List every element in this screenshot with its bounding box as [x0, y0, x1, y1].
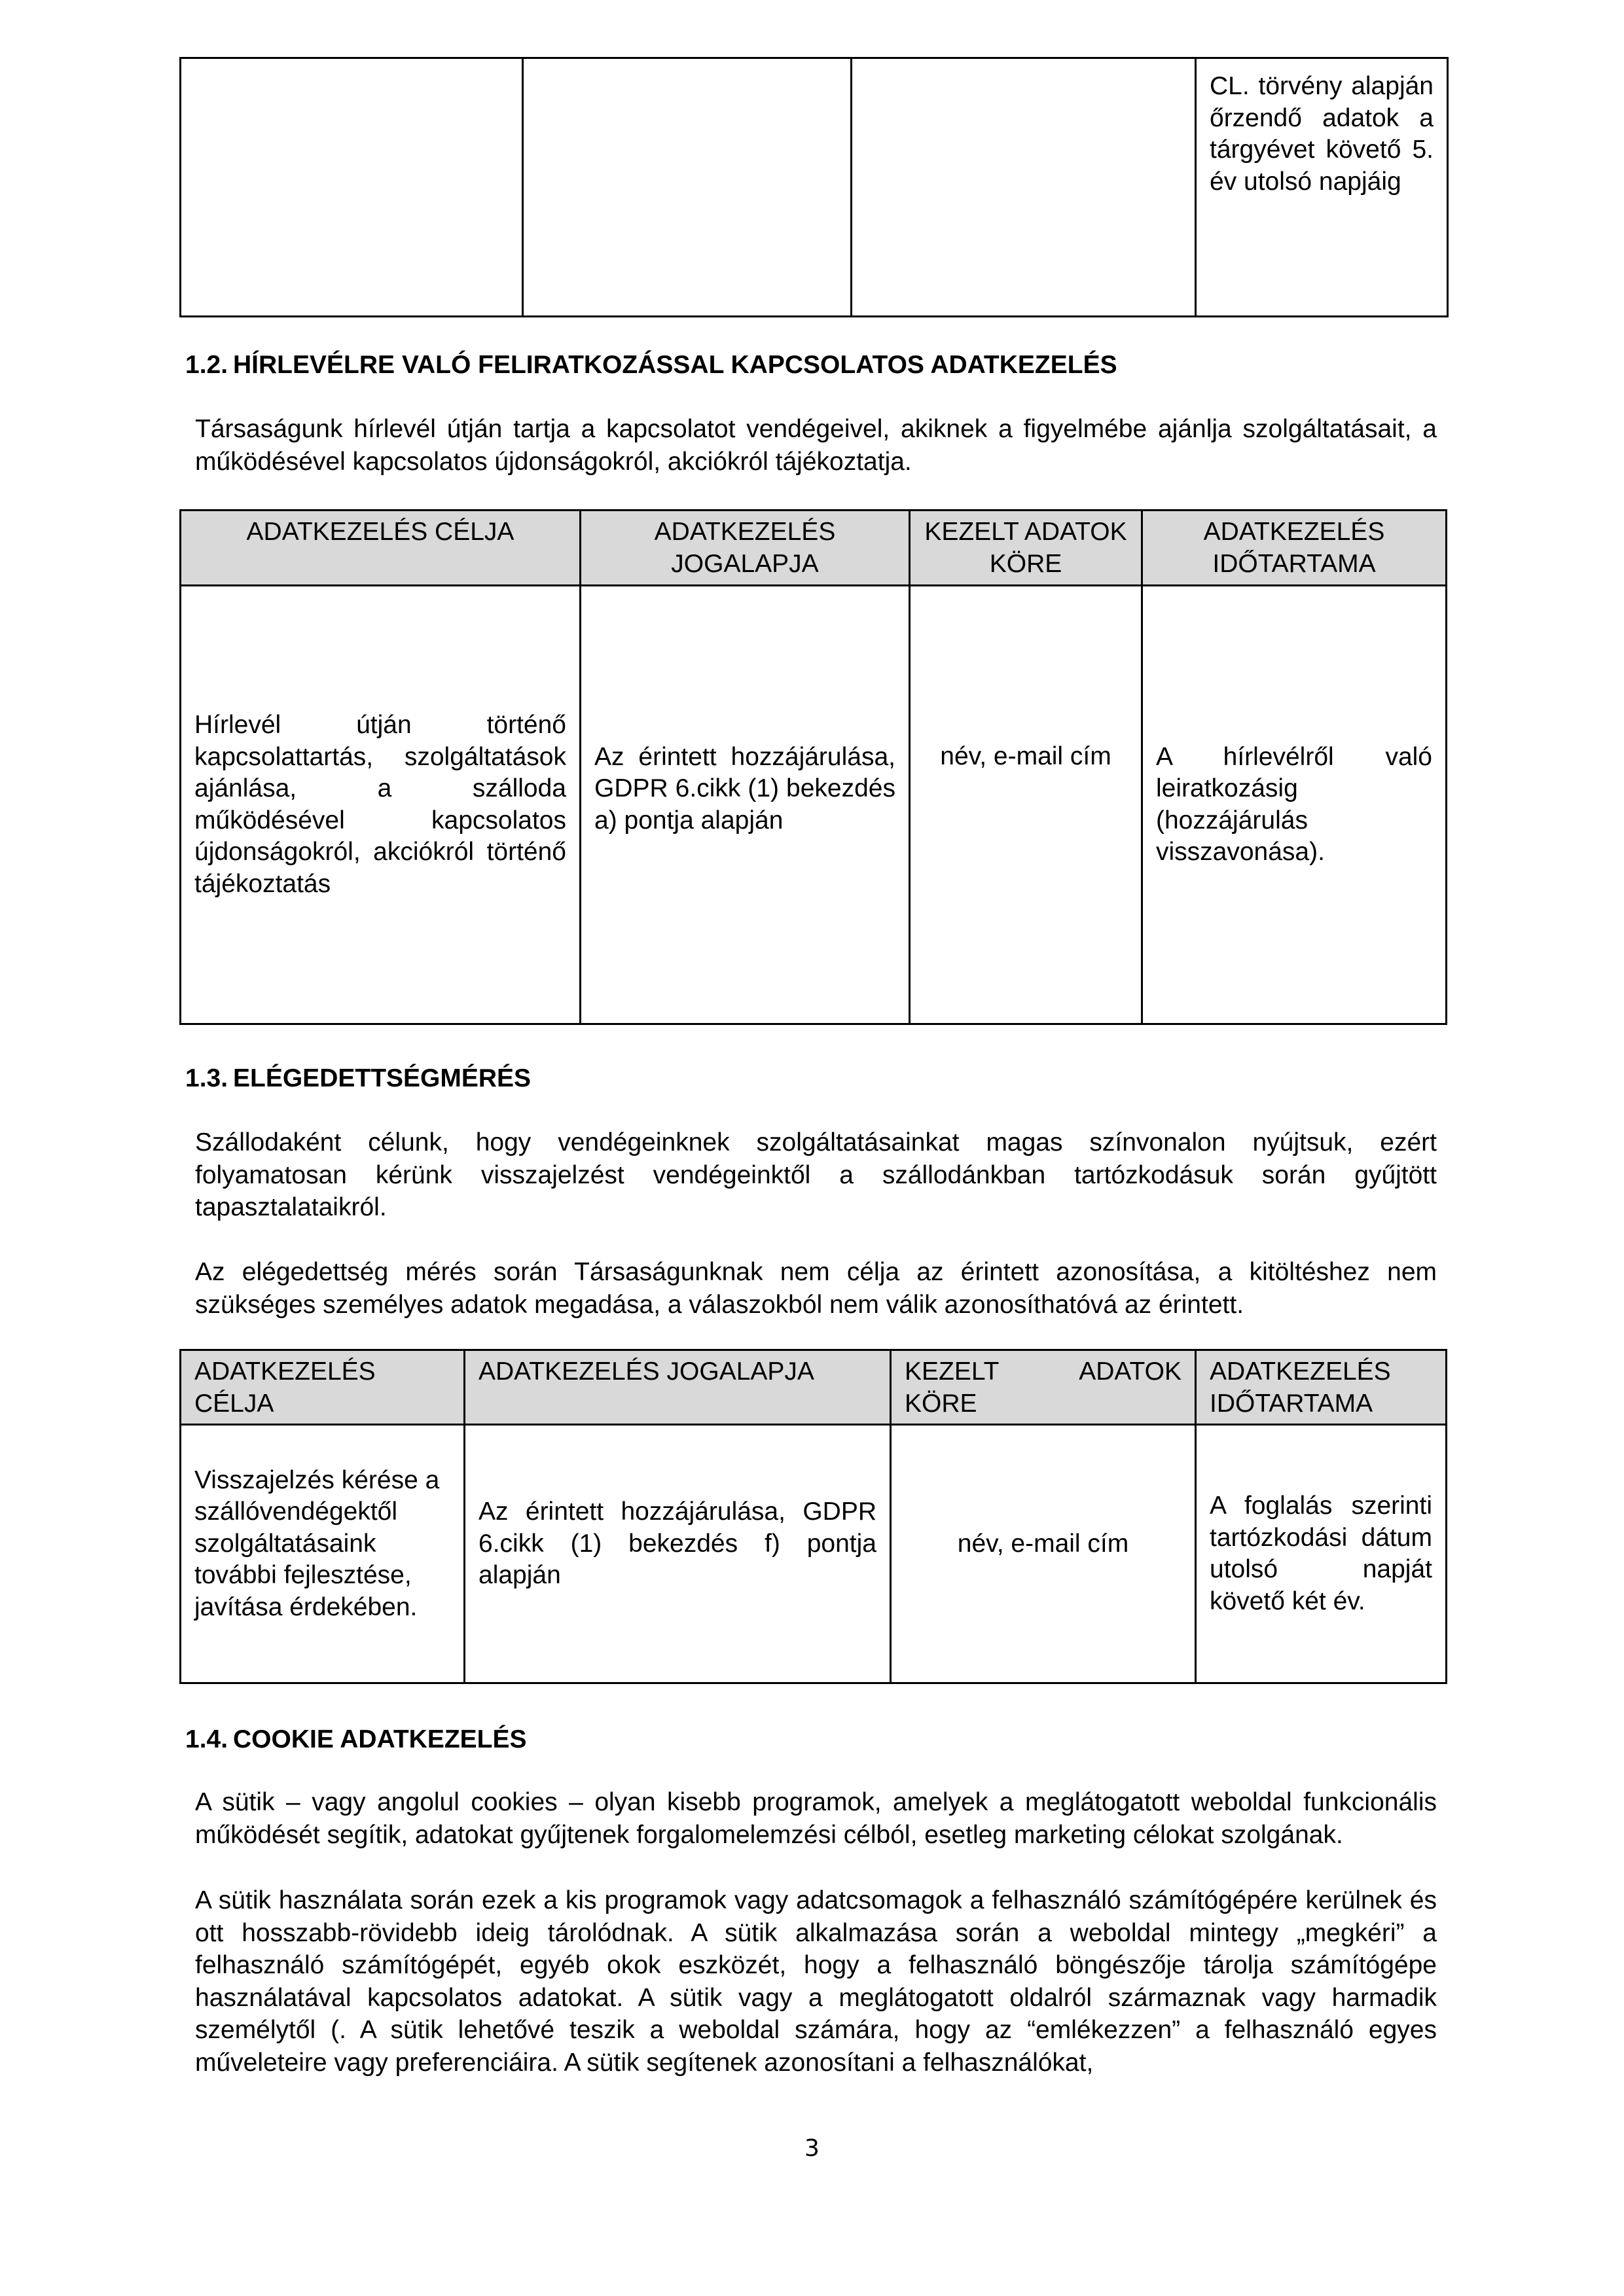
column-header-legal-basis: ADATKEZELÉS JOGALAPJA — [581, 511, 910, 586]
table-cell-retention: A foglalás szerinti tartózkodási dátum utolsó napját követő két év. — [1196, 1425, 1447, 1683]
table-cell: CL. törvény alapján őrzendő adatok a tárgyévet követő 5. év utolsó napjáig — [1196, 58, 1448, 317]
table-cell-retention: A hírlevélről való leiratkozásig (hozzájárulás visszavonása). — [1142, 586, 1447, 1024]
section-title: ELÉGEDETTSÉGMÉRÉS — [233, 1064, 532, 1092]
newsletter-data-table — [179, 509, 1447, 1025]
paragraph-newsletter-intro: Társaságunk hírlevél útján tartja a kapcsolatot vendégeivel, akiknek a figyelmébe ajánlja szolgáltatásait, a működésével kapcsolatos újdonságokról, akciókról tájékoztatja. — [195, 415, 1437, 476]
table-cell — [523, 58, 852, 317]
table-cell-legal-basis: Az érintett hozzájárulása, GDPR 6.cikk (1) bekezdés f) pontja alapján — [465, 1425, 891, 1683]
column-header-legal-basis: ADATKEZELÉS JOGALAPJA — [465, 1350, 891, 1425]
table-cell-purpose: Visszajelzés kérése a szállóvendégektől szolgáltatásaink további fejlesztése, javítása érdekében. — [181, 1425, 465, 1683]
column-header-purpose: ADATKEZELÉS CÉLJA — [181, 1350, 465, 1425]
column-header-data-scope: KEZELT ADATOK KÖRE — [891, 1350, 1196, 1425]
column-header-retention: ADATKEZELÉS IDŐTARTAMA — [1196, 1350, 1447, 1425]
paragraph-cookie-usage: A sütik használata során ezek a kis programok vagy adatcsomagok a felhasználó számítógépére kerülnek és ott hosszabb-rövidebb ideig tárolódnak. A sütik alkalmazása során a weboldal mintegy „megkéri” a felhasználó számítógépét, egyéb okok eszközét, hogy a felhasználó böngészője tárolja számítógépe használatával kapcsolatos adatokat. A sütik vagy a meglátogatott oldalról származnak vagy harmadik személytől (. A sütik lehetővé teszik a weboldal számára, hogy az “emlékezzen” a felhasználó egyes műveleteire vagy preferenciáira. A sütik segítenek azonosítani a felhasználókat, — [195, 1886, 1437, 2077]
paragraph-cookie-definition: A sütik – vagy angolul cookies – olyan kisebb programok, amelyek a meglátogatott weboldal funkcionális működését segítik, adatokat gyűjtenek forgalomelemzési célból, esetleg marketing célokat szolgának. — [195, 1788, 1437, 1849]
section-heading-cookie — [185, 1724, 527, 1755]
section-heading-newsletter — [185, 350, 1117, 381]
table-row — [181, 586, 1447, 1024]
section-title: HÍRLEVÉLRE VALÓ FELIRATKOZÁSSAL KAPCSOLATOS ADATKEZELÉS — [233, 351, 1117, 379]
column-header-purpose: ADATKEZELÉS CÉLJA — [181, 511, 581, 586]
table-header-row — [181, 511, 1447, 586]
table-header-row — [181, 1350, 1447, 1425]
table-cell-purpose: Hírlevél útján történő kapcsolattartás, szolgáltatások ajánlása, a szálloda működésével kapcsolatos újdonságokról, akciókról történő tájékoztatás — [181, 586, 581, 1024]
retention-table-continued — [179, 57, 1449, 317]
paragraph-satisfaction-anonymity: Az elégedettség mérés során Társaságunknak nem célja az érintett azonosítása, a kitöltéshez nem szükséges személyes adatok megadása, a válaszokból nem válik azonosíthatóvá az érintett. — [195, 1258, 1437, 1319]
table-cell-legal-basis: Az érintett hozzájárulása, GDPR 6.cikk (1) bekezdés a) pontja alapján — [581, 586, 910, 1024]
table-cell — [852, 58, 1196, 317]
table-row — [181, 1425, 1447, 1683]
column-header-retention: ADATKEZELÉS IDŐTARTAMA — [1142, 511, 1447, 586]
page-number: 3 — [804, 2135, 820, 2162]
section-title: COOKIE ADATKEZELÉS — [233, 1725, 527, 1753]
column-header-data-scope: KEZELT ADATOK KÖRE — [910, 511, 1142, 586]
paragraph-satisfaction-goal: Szállodaként célunk, hogy vendégeinknek szolgáltatásainkat magas színvonalon nyújtsuk, ezért folyamatosan kérünk visszajelzést vendégeinktől a szállodánkban tartózkodásuk során gyűjtött tapasztalataikról. — [195, 1128, 1437, 1221]
satisfaction-data-table — [179, 1349, 1447, 1684]
table-cell-data-scope: név, e-mail cím — [891, 1425, 1196, 1683]
section-number: 1.3. — [185, 1064, 228, 1092]
section-number: 1.2. — [185, 351, 228, 379]
table-cell-data-scope: név, e-mail cím — [910, 586, 1142, 1024]
section-number: 1.4. — [185, 1725, 228, 1753]
table-row — [181, 58, 1448, 317]
section-heading-satisfaction — [185, 1063, 531, 1094]
table-cell — [181, 58, 523, 317]
